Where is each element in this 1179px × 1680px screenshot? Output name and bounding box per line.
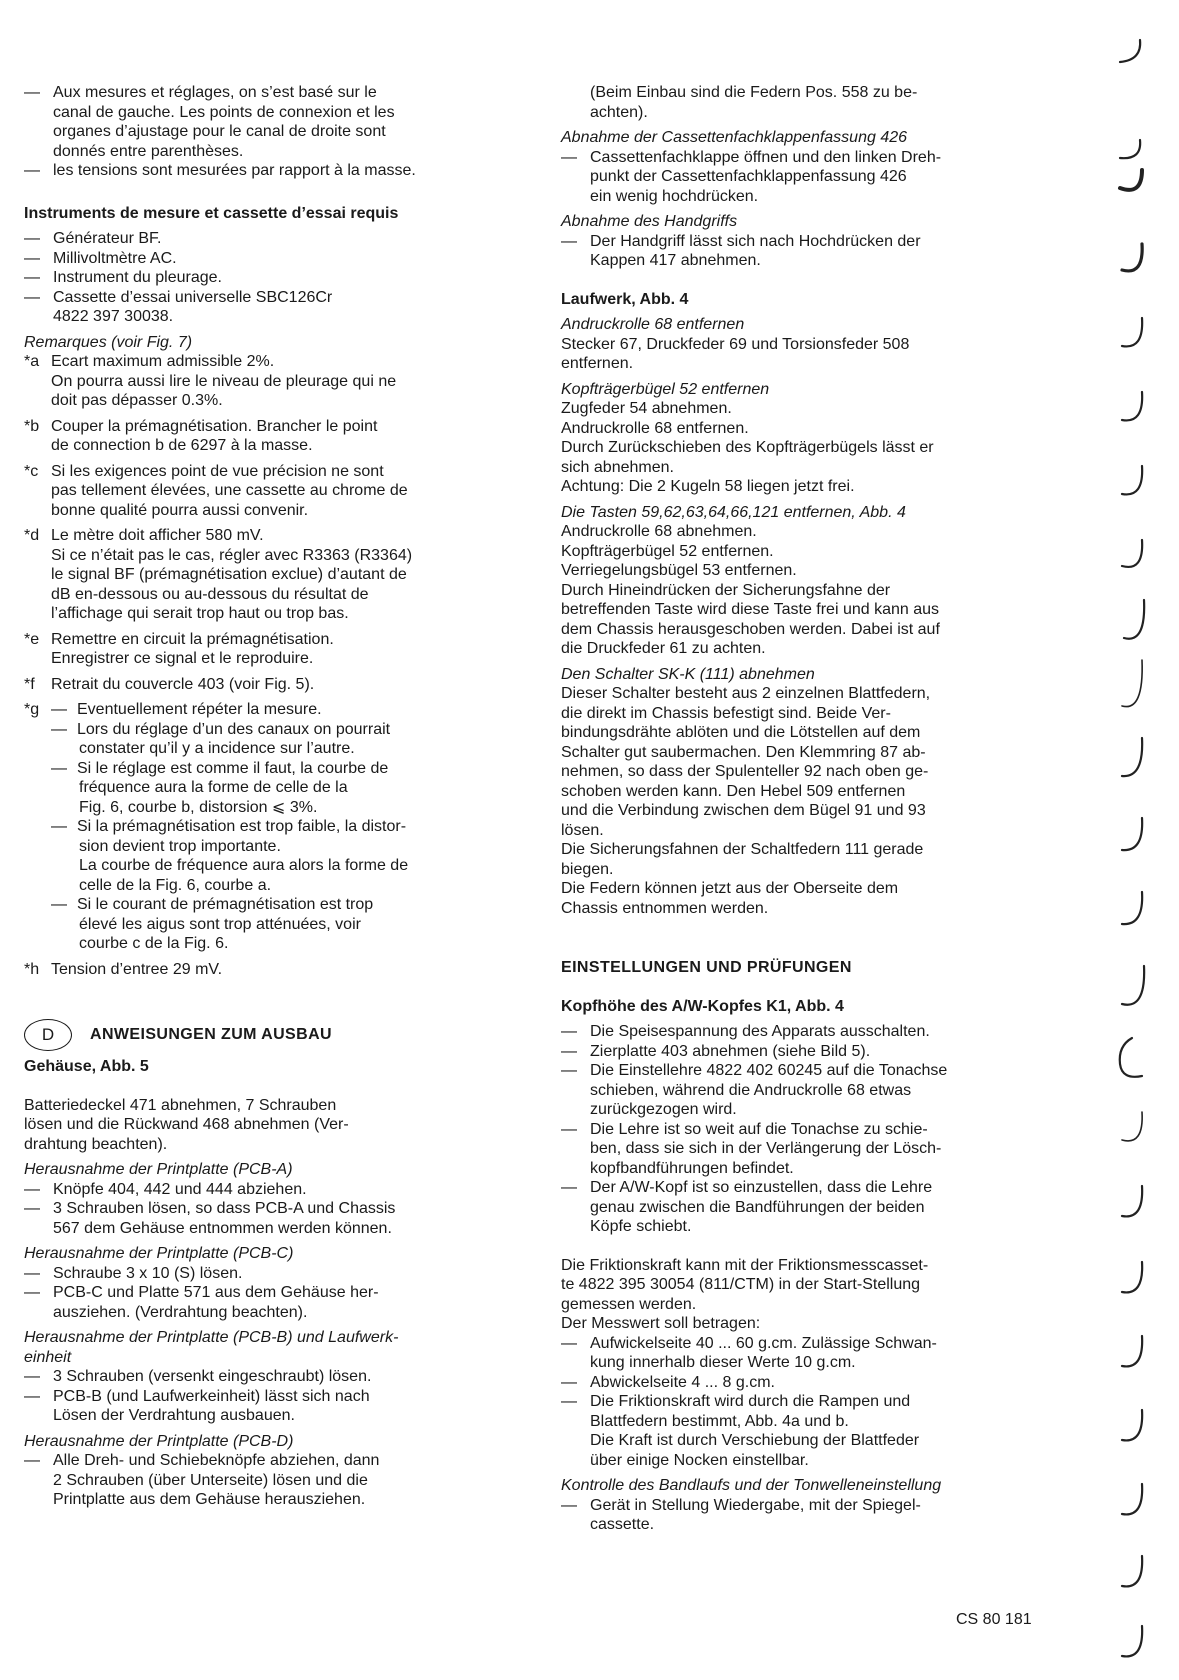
list-item: — les tensions sont mesurées par rapport à la masse. — [24, 162, 416, 179]
binding-mark — [1122, 892, 1142, 924]
binding-mark — [1122, 966, 1144, 1005]
list-item-line: canal de gauche. Les points de connexion et les — [53, 103, 395, 121]
binding-mark — [1120, 170, 1142, 190]
pcb-a-section: Herausnahme der Printplatte (PCB-A) — Knöpfe 404, 442 und 444 abziehen. — 3 Schrauben lösen, so dass PCB-A und Chassis 567 dem Gehäuse entnommen werden können. — [24, 1161, 396, 1237]
list-item-line: organes d’ajustage pour le canal de droite sont — [53, 123, 386, 140]
binding-mark — [1122, 1262, 1142, 1292]
remarks-heading: Remarques (voir Fig. 7) — [24, 333, 193, 351]
binding-mark — [1122, 318, 1142, 346]
remark-g: *g — Eventuellement répéter la mesure. — Lors du réglage d’un des canaux on pourrait constater qu’il y a incidence sur l’autre. — Si le réglage est comme il faut, la courbe de fréquence aura la forme de celle de la Fig. 6, courbe b, distorsion ⩽ 3%. — Si la prémagnétisation est trop faible, la distor- sion devient trop importante. La courbe de fréquence aura alors la forme de celle de la Fig. 6, courbe a. — Si le courant de prémagnétisation est trop élevé les aigus sont trop atténuées, voir courbe c de la Fig. 6. — [24, 701, 409, 952]
kopfhoehe-list: — Die Speisespannung des Apparats ausschalten. — Zierplatte 403 abnehmen (siehe Bild 5). — Die Einstellehre 4822 402 60245 auf die Tonachse schieben, während die Andruckrolle 68 etwas zurückgezogen wird. — Die Lehre ist so weit auf die Tonachse zu schie- ben, dass sie sich in der Verlängerung der Lösch- kopfbandführungen befindet. — Der A/W-Kopf ist so einzustellen, dass die Lehre genau zwischen die Bandführungen der beiden Köpfe schiebt. — [561, 1023, 948, 1235]
einstellungen-heading: EINSTELLUNGEN UND PRÜFUNGEN — [561, 959, 852, 976]
remark-a: *a Ecart maximum admissible 2%. On pourra aussi lire le niveau de pleurage qui ne doit pas dépasser 0.3%. — [24, 353, 397, 409]
pcb-c-section: Herausnahme der Printplatte (PCB-C) — Schraube 3 x 10 (S) lösen. — PCB-C und Platte 571 aus dem Gehäuse her- ausziehen. (Verdrahtung beachten). — [24, 1245, 379, 1321]
pcb-d-section: Herausnahme der Printplatte (PCB-D) — Alle Dreh- und Schiebeknöpfe abziehen, dann 2 Schrauben (über Unterseite) lösen und die Printplatte aus dem Gehäuse herausziehen. — [24, 1432, 380, 1508]
kopfhoehe-heading: Kopfhöhe des A/W-Kopfes K1, Abb. 4 — [561, 997, 844, 1015]
gehaeuse-text: Batteriedeckel 471 abnehmen, 7 Schrauben lösen und die Rückwand 468 abnehmen (Ver- drahtung beachten). — [24, 1096, 349, 1153]
binding-mark — [1122, 540, 1142, 567]
list-item: — Aux mesures et réglages, on s’est basé sur le — [24, 84, 377, 101]
binding-mark — [1122, 392, 1142, 420]
remarks-list — [24, 352, 492, 979]
remark-d: *d Le mètre doit afficher 580 mV. Si ce n’était pas le cas, régler avec R3363 (R3364) le signal BF (prémagnétisation exclue) d’autant de dB en-dessous ou au-dessous du résultat de l’affichage qui serait trop haut ou trop bas. — [24, 527, 413, 622]
page-code: CS 80 181 — [956, 1611, 1032, 1628]
binding-mark — [1122, 466, 1142, 494]
instruments-list — [24, 229, 492, 327]
binding-mark — [1122, 1626, 1142, 1656]
section-d-header — [24, 1019, 492, 1051]
binding-mark — [1122, 244, 1142, 271]
binding-mark — [1122, 738, 1142, 776]
intro-list — [24, 83, 492, 181]
list-item: — Cassettenfachklappe öffnen und den linken Dreh- — [561, 148, 942, 166]
binding-mark — [1122, 818, 1142, 850]
list-item-line: 4822 397 30038. — [53, 308, 174, 325]
laufwerk-heading: Laufwerk, Abb. 4 — [561, 290, 689, 308]
binding-mark — [1122, 1336, 1142, 1366]
gehaeuse-heading: Gehäuse, Abb. 5 — [24, 1058, 149, 1075]
binding-mark — [1124, 600, 1144, 639]
list-item: — Millivoltmètre AC. — [24, 249, 177, 267]
binding-mark — [1122, 1112, 1142, 1141]
list-item-line: donnés entre parenthèses. — [53, 142, 244, 160]
remark-f: *f Retrait du couvercle 403 (voir Fig. 5). — [24, 675, 315, 693]
binding-mark — [1122, 1484, 1142, 1514]
cassette-title: Abnahme der Cassettenfachklappenfassung 426 — [561, 129, 908, 146]
list-item: — Cassette d’essai universelle SBC126Cr — [24, 288, 333, 306]
andruckrolle-section: Andruckrolle 68 entfernen Stecker 67, Druckfeder 69 und Torsionsfeder 508 entfernen. — [561, 316, 910, 372]
list-item: — Der Handgriff lässt sich nach Hochdrücken der — [561, 232, 921, 250]
list-item: — Instrument du pleurage. — [24, 269, 222, 286]
friktion-text: Die Friktionskraft kann mit der Friktionsmesscasset- te 4822 395 30054 (811/CTM) in der Start-Stellung gemessen werden. Der Messwert soll betragen: — [561, 1256, 929, 1332]
binding-mark — [1122, 1556, 1142, 1586]
binding-mark — [1120, 1038, 1142, 1077]
binding-marks — [1112, 0, 1162, 1680]
kopftraeger-section: Kopfträgerbügel 52 entfernen Zugfeder 54 abnehmen. Andruckrolle 68 entfernen. Durch Zurückschieben des Kopfträgerbügels lässt er sich abnehmen. Achtung: Die 2 Kugeln 58 liegen jetzt frei. — [561, 380, 934, 495]
left-column — [24, 83, 492, 1510]
friktion-list: — Aufwickelseite 40 ... 60 g.cm. Zulässige Schwan- kung innerhalb dieser Werte 10 g.cm. — Abwickelseite 4 ... 8 g.cm. — Die Friktionskraft wird durch die Rampen und Blattfedern bestimmt, Abb. 4a und b. Die Kraft ist durch Verschiebung der Blattfeder über einige Nocken einstellbar. — [561, 1334, 937, 1469]
remark-b: *b Couper la prémagnétisation. Brancher le point de connection b de 6297 à la masse. — [24, 417, 378, 454]
grip-title: Abnahme des Handgriffs — [561, 213, 738, 230]
right-column: (Beim Einbau sind die Federn Pos. 558 zu be- achten). Abnahme der Cassettenfachklappenfassung 426 — Cassettenfachklappe öffnen und den linken Dreh- punkt der Cassettenfachklappenfassung 426 ein wenig hochdrücken. Abnahme des Handgriffs — Der Handgriff lässt sich nach Hochdrücken der Kappen 417 abnehmen. Laufwerk, Abb. 4 Andruckrolle 68 entfernen Stecker 67, Druckfeder 69 und Torsionsfeder 508 entfernen. Kopfträgerbügel 52 entfernen Zugfeder 54 abnehmen. Andruckrolle 68 entfernen. Durch Zurückschieben des Kopfträgerbügels lässt er sich abnehmen. Achtung: Die 2 Kugeln 58 liegen jetzt frei. Die Tasten 59,62,63,64,66,121 entfernen, Abb. 4 Andruckrolle 68 abnehmen. Kopfträgerbügel 52 entfernen. Verriegelungsbügel 53 entfernen. Durch Hineindrücken der Sicherungsfahne der betreffenden Taste wird diese Taste frei und kann aus dem Chassis herausgeschoben werden. Dabei ist auf die Druckfeder 61 zu achten. Den Schalter SK-K (111) abnehmen Dieser Schalter besteht aus 2 einzelnen Blattfedern, die direkt im Chassis befestigt sind. Beide Ver- bindungsdrähte ablöten und die Lötstellen auf dem Schalter gut saubermachen. Den Klemmring 87 ab- nehmen, so dass der Spulenteller 92 nach oben ge- schoben werden kann. Den Hebel 509 entfernen und die Verbindung zwischen dem Bügel 91 und 93 lösen. Die Sicherungsfahnen der Schaltfedern 111 gerade biegen. Die Federn können jetzt aus der Oberseite dem Chassis entnommen werden. EINSTELLUNGEN UND PRÜFUNGEN Kopfhöhe des A/W-Kopfes K1, Abb. 4 — Die Speisespannung des Apparats ausschalten. — Zierplatte 403 abnehmen (siehe Bild 5). — Die Einstellehre 4822 402 60245 auf die Tonachse schieben, während die Andruckrolle 68 etwas zurückgezogen wird. — Die Lehre ist so weit auf die Tonachse zu schie- ben, dass sie sich in der Verlängerung der Lösch- kopfbandführungen befindet. — Der A/W-Kopf ist so einzustellen, dass die Lehre genau zwischen die Bandführungen der beiden Köpfe schiebt. Die Friktionskraft kann mit der Friktionsmesscasset- te 4822 395 30054 (811/CTM) in der Start-Stellung gemessen werden. Der Messwert soll betragen: — Aufwickelseite 40 ... 60 g.cm. Zulässige Schwan- kung innerhalb dieser Werte 10 g.cm. — Abwickelseite 4 ... 8 g.cm. — Die Friktionskraft wird durch die Rampen und Blattfedern bestimmt, Abb. 4a und b. Die Kraft ist durch Verschiebung der Blattfeder über einige Nocken einstellbar. Kontrolle des Bandlaufs und der Tonwelleneinstellung — Gerät in Stellung Wiedergabe, mit der Spiegel- cassette. — [561, 83, 1031, 1535]
binding-mark — [1122, 660, 1142, 707]
pcb-b-section: Herausnahme der Printplatte (PCB-B) und Laufwerk- einheit — 3 Schrauben (versenkt eingeschraubt) lösen. — PCB-B (und Laufwerkeinheit) lässt sich nach Lösen der Verdrahtung ausbauen. — [24, 1329, 399, 1424]
tasten-section: Die Tasten 59,62,63,64,66,121 entfernen, Abb. 4 Andruckrolle 68 abnehmen. Kopfträgerbügel 52 entfernen. Verriegelungsbügel 53 entfernen. Durch Hineindrücken der Sicherungsfahne der betreffenden Taste wird diese Taste frei und kann aus dem Chassis herausgeschoben werden. Dabei ist auf die Druckfeder 61 zu achten. — [561, 503, 940, 657]
list-item: — Générateur BF. — [24, 230, 162, 247]
binding-mark — [1120, 40, 1140, 62]
remark-c: *c Si les exigences point de vue précision ne sont pas tellement élevées, une cassette au chrome de bonne qualité pourra aussi convenir. — [24, 462, 408, 519]
remark-h: *h Tension d’entree 29 mV. — [24, 960, 223, 978]
instruments-heading: Instruments de mesure et cassette d’essai requis — [24, 204, 399, 222]
binding-mark — [1120, 140, 1140, 158]
binding-mark — [1122, 1410, 1142, 1440]
kontrolle-title: Kontrolle des Bandlaufs und der Tonwelleneinstellung — [561, 1477, 942, 1494]
continued-text: (Beim Einbau sind die Federn Pos. 558 zu be- achten). — [590, 84, 918, 121]
schalter-section: Den Schalter SK-K (111) abnehmen Dieser Schalter besteht aus 2 einzelnen Blattfedern, die direkt im Chassis befestigt sind. Beide Ver- bindungsdrähte ablöten und die Lötstellen auf dem Schalter gut saubermachen. Den Klemmring 87 ab- nehmen, so dass der Spulenteller 92 nach oben ge- schoben werden kann. Den Hebel 509 entfernen und die Verbindung zwischen dem Bügel 91 und 93 lösen. Die Sicherungsfahnen der Schaltfedern 111 gerade biegen. Die Federn können jetzt aus der Oberseite dem Chassis entnommen werden. — [561, 665, 931, 917]
section-d-badge: D — [24, 1019, 72, 1051]
remark-e: *e Remettre en circuit la prémagnétisation. Enregistrer ce signal et le reproduire. — [24, 630, 334, 667]
section-d-title: ANWEISUNGEN ZUM AUSBAU — [90, 1026, 332, 1044]
binding-mark — [1122, 1186, 1142, 1216]
